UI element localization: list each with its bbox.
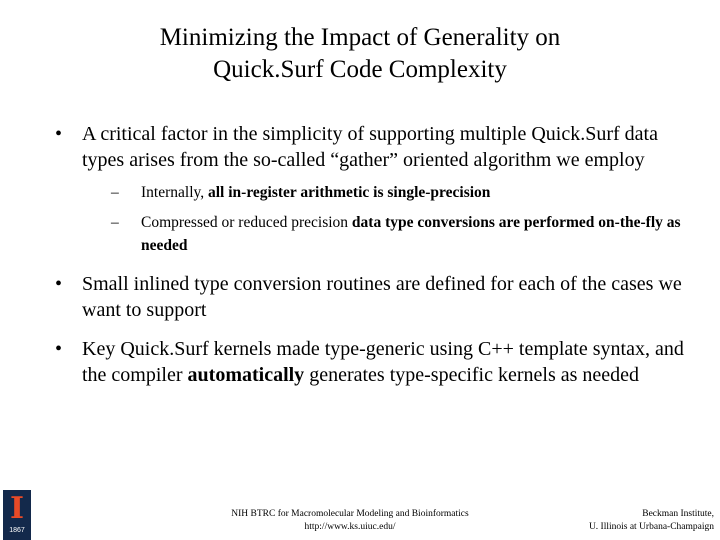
footer-right-line-1: Beckman Institute, (642, 509, 714, 519)
slide-title-line-2: Quick.Surf Code Complexity (213, 56, 507, 83)
footer-center-line-2: http://www.ks.uiuc.edu/ (304, 522, 396, 532)
bullet-marker: • (55, 338, 63, 360)
sub-bullet-marker: – (111, 184, 119, 201)
bullet-marker: • (55, 273, 63, 295)
bullet-text: A critical factor in the simplicity of supporting multiple Quick.Surf data types arises from the so-called “gather” oriented algorithm we employ (82, 123, 658, 171)
bullet-text-plain-end: generates type-specific kernels as needed (304, 364, 640, 386)
logo-year: 1867 (9, 527, 25, 534)
sub-bullet-text-plain: Internally, (141, 184, 208, 201)
footer-right-credit (540, 508, 714, 534)
slide-title (60, 22, 660, 86)
university-logo-icon (3, 490, 31, 540)
footer-right-line-2: U. Illinois at Urbana-Champaign (588, 522, 714, 532)
bullet-text: Small inlined type conversion routines are defined for each of the cases we want to support (82, 273, 682, 321)
bullet-type-generic-kernels (55, 336, 695, 388)
bullet-text-bold: automatically (187, 364, 305, 386)
sub-bullet-internal-arithmetic (82, 181, 695, 204)
footer-center-line-1: NIH BTRC for Macromolecular Modeling and Bioinformatics (231, 509, 469, 519)
slide-title-line-1: Minimizing the Impact of Generality on (159, 24, 561, 51)
sub-bullet-text-bold: all in-register arithmetic is single-precision (208, 184, 491, 201)
sub-bullet-text-bold: data type conversions are performed on-the-fly as needed (141, 214, 681, 254)
bullet-text-plain: Key Quick.Surf kernels made type-generic using C++ template syntax, and the compiler (82, 338, 684, 386)
logo-block-i: I (9, 491, 25, 526)
bullet-inlined-conversion (55, 271, 695, 323)
sub-bullet-type-conversions (82, 211, 695, 257)
sub-bullet-text-plain: Compressed or reduced precision (141, 214, 352, 231)
sub-bullet-marker: – (111, 214, 119, 231)
footer-center-credit (210, 508, 490, 534)
bullet-marker: • (55, 123, 63, 145)
slide-body (55, 121, 695, 388)
bullet-gather-algorithm (55, 121, 695, 257)
